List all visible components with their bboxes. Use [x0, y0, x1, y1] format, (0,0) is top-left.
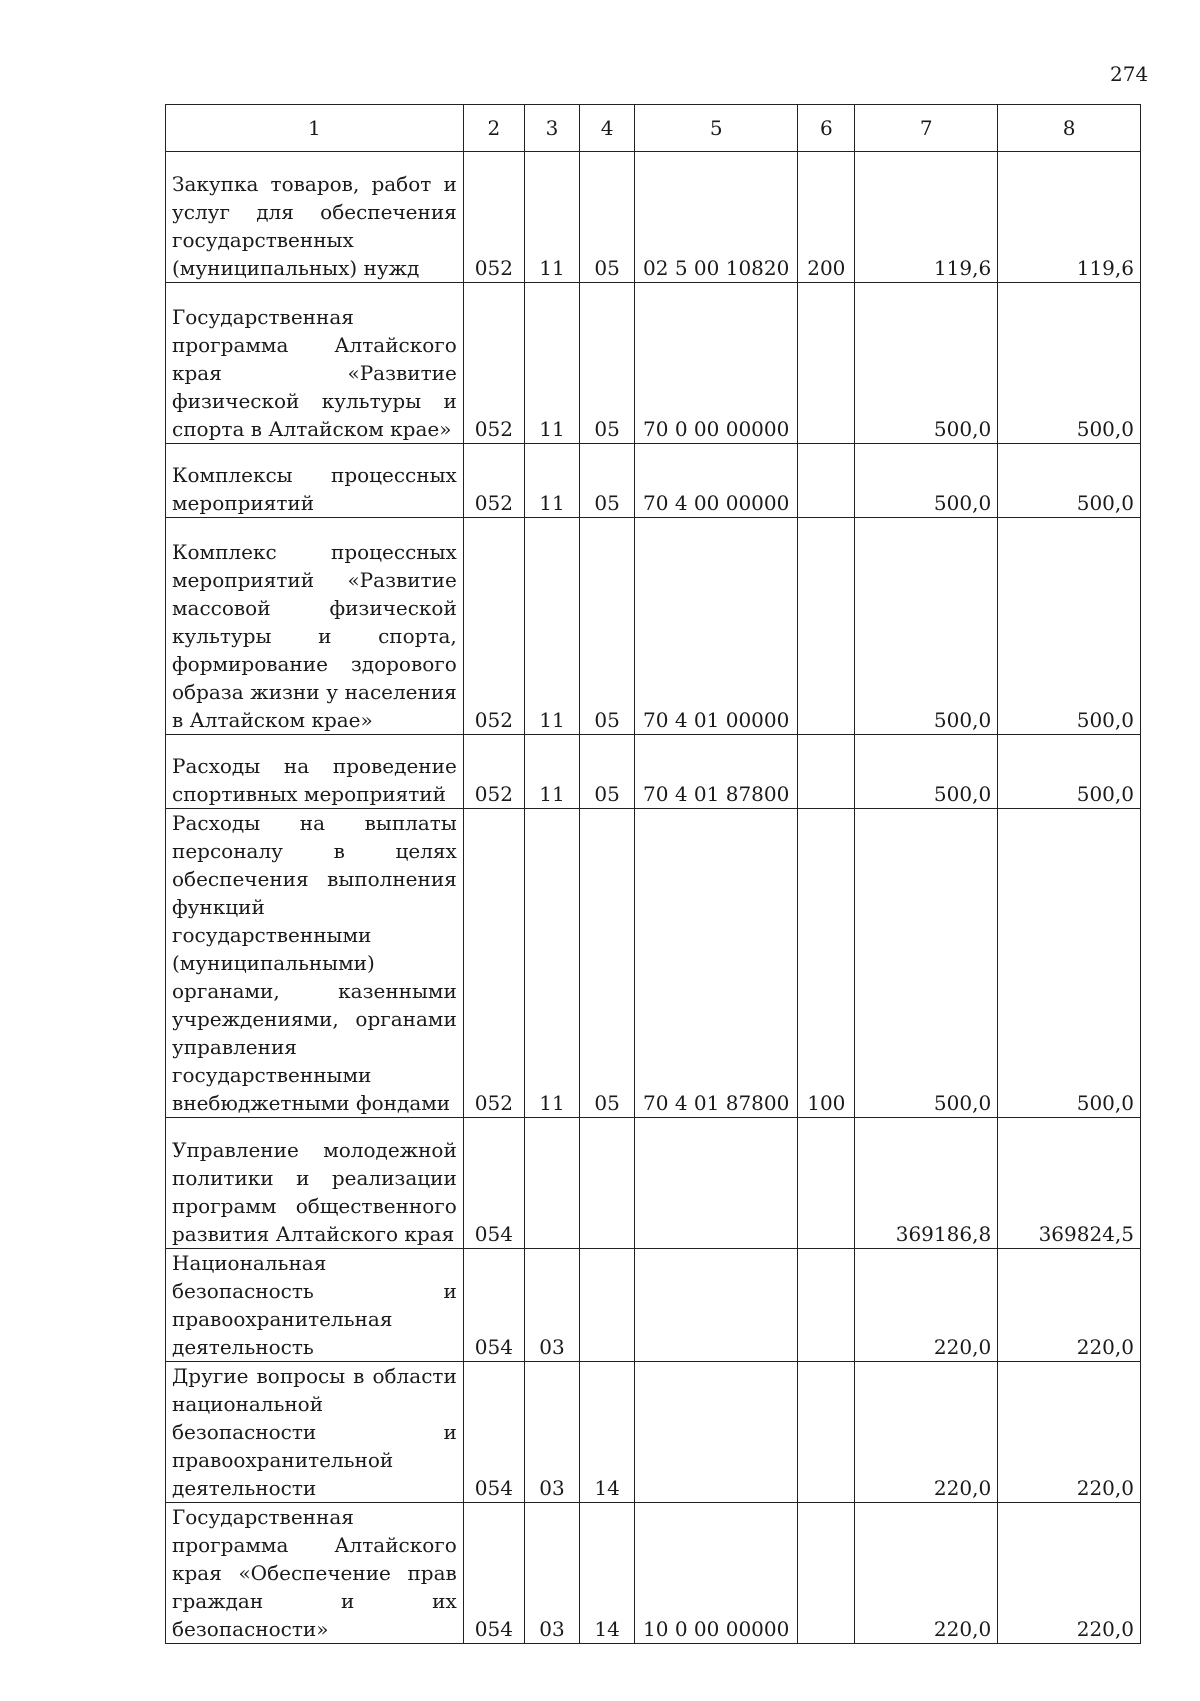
cell-section: 11	[524, 283, 579, 444]
cell-amount-1: 220,0	[855, 1503, 998, 1644]
cell-subsection: 14	[580, 1503, 635, 1644]
cell-ministry: 054	[463, 1118, 524, 1249]
cell-expense-type	[798, 518, 855, 735]
cell-amount-2: 220,0	[998, 1503, 1141, 1644]
cell-ministry: 052	[463, 809, 524, 1118]
cell-subsection: 05	[580, 444, 635, 518]
row-name: Национальная безопасность и правоохранительная деятельность	[166, 1249, 464, 1362]
table-row	[166, 518, 1141, 735]
row-name: Расходы на выплаты персоналу в целях обеспечения выполнения функций государственными (муниципальными) органами, казенными учреждениями, органами управления государственными внебюджетными фондами	[166, 809, 464, 1118]
cell-amount-2: 500,0	[998, 518, 1141, 735]
cell-amount-2: 369824,5	[998, 1118, 1141, 1249]
cell-ministry: 052	[463, 152, 524, 283]
cell-amount-2: 500,0	[998, 735, 1141, 809]
cell-amount-1: 369186,8	[855, 1118, 998, 1249]
cell-amount-1: 500,0	[855, 809, 998, 1118]
cell-subsection: 14	[580, 1362, 635, 1503]
row-name: Закупка товаров, работ и услуг для обеспечения государственных (муниципальных) нужд	[166, 152, 464, 283]
cell-target-code: 02 5 00 10820	[635, 152, 798, 283]
column-header: 1	[166, 105, 464, 152]
cell-subsection	[580, 1118, 635, 1249]
row-name: Комплекс процессных мероприятий «Развитие массовой физической культуры и спорта, формирование здорового образа жизни у населения в Алтайском крае»	[166, 518, 464, 735]
table-row	[166, 735, 1141, 809]
cell-subsection	[580, 1249, 635, 1362]
table-row	[166, 809, 1141, 1118]
cell-subsection: 05	[580, 283, 635, 444]
table-row	[166, 1362, 1141, 1503]
row-name: Другие вопросы в области национальной безопасности и правоохранительной деятельности	[166, 1362, 464, 1503]
row-name: Государственная программа Алтайского края «Развитие физической культуры и спорта в Алтайском крае»	[166, 283, 464, 444]
cell-expense-type	[798, 1249, 855, 1362]
cell-amount-2: 500,0	[998, 283, 1141, 444]
cell-target-code: 70 4 01 00000	[635, 518, 798, 735]
cell-section	[524, 1118, 579, 1249]
cell-target-code: 70 0 00 00000	[635, 283, 798, 444]
row-name: Государственная программа Алтайского края «Обеспечение прав граждан и их безопасности»	[166, 1503, 464, 1644]
cell-amount-2: 500,0	[998, 809, 1141, 1118]
table-row	[166, 444, 1141, 518]
cell-target-code	[635, 1118, 798, 1249]
cell-subsection: 05	[580, 735, 635, 809]
cell-target-code: 70 4 01 87800	[635, 735, 798, 809]
cell-target-code: 10 0 00 00000	[635, 1503, 798, 1644]
row-name: Управление молодежной политики и реализации программ общественного развития Алтайского края	[166, 1118, 464, 1249]
column-header: 2	[463, 105, 524, 152]
table-row	[166, 1503, 1141, 1644]
cell-ministry: 054	[463, 1249, 524, 1362]
cell-section: 03	[524, 1249, 579, 1362]
column-header: 3	[524, 105, 579, 152]
cell-amount-1: 119,6	[855, 152, 998, 283]
table-row	[166, 1249, 1141, 1362]
cell-section: 11	[524, 518, 579, 735]
cell-amount-2: 500,0	[998, 444, 1141, 518]
cell-expense-type	[798, 1503, 855, 1644]
cell-expense-type	[798, 1118, 855, 1249]
table-header-row	[166, 105, 1141, 152]
row-name: Комплексы процессных мероприятий	[166, 444, 464, 518]
cell-ministry: 052	[463, 283, 524, 444]
table-row	[166, 1118, 1141, 1249]
cell-expense-type	[798, 444, 855, 518]
cell-amount-1: 500,0	[855, 518, 998, 735]
cell-section: 11	[524, 809, 579, 1118]
cell-subsection: 05	[580, 518, 635, 735]
cell-section: 11	[524, 735, 579, 809]
cell-amount-1: 500,0	[855, 283, 998, 444]
cell-amount-2: 220,0	[998, 1249, 1141, 1362]
row-name: Расходы на проведение спортивных мероприятий	[166, 735, 464, 809]
cell-section: 03	[524, 1503, 579, 1644]
table-row	[166, 283, 1141, 444]
cell-ministry: 052	[463, 518, 524, 735]
cell-target-code: 70 4 01 87800	[635, 809, 798, 1118]
cell-subsection: 05	[580, 152, 635, 283]
cell-section: 11	[524, 152, 579, 283]
cell-amount-1: 500,0	[855, 444, 998, 518]
cell-ministry: 052	[463, 735, 524, 809]
cell-expense-type: 200	[798, 152, 855, 283]
cell-amount-1: 220,0	[855, 1362, 998, 1503]
cell-section: 03	[524, 1362, 579, 1503]
cell-section: 11	[524, 444, 579, 518]
cell-ministry: 054	[463, 1362, 524, 1503]
cell-expense-type: 100	[798, 809, 855, 1118]
cell-expense-type	[798, 735, 855, 809]
cell-target-code	[635, 1249, 798, 1362]
cell-ministry: 054	[463, 1503, 524, 1644]
cell-amount-1: 500,0	[855, 735, 998, 809]
cell-amount-2: 119,6	[998, 152, 1141, 283]
cell-target-code: 70 4 00 00000	[635, 444, 798, 518]
column-header: 5	[635, 105, 798, 152]
column-header: 7	[855, 105, 998, 152]
cell-amount-2: 220,0	[998, 1362, 1141, 1503]
column-header: 4	[580, 105, 635, 152]
column-header: 8	[998, 105, 1141, 152]
cell-target-code	[635, 1362, 798, 1503]
table-row	[166, 152, 1141, 283]
column-header: 6	[798, 105, 855, 152]
page-number: 274	[1110, 62, 1149, 86]
cell-ministry: 052	[463, 444, 524, 518]
cell-subsection: 05	[580, 809, 635, 1118]
cell-expense-type	[798, 283, 855, 444]
cell-amount-1: 220,0	[855, 1249, 998, 1362]
budget-table	[165, 104, 1141, 1644]
cell-expense-type	[798, 1362, 855, 1503]
